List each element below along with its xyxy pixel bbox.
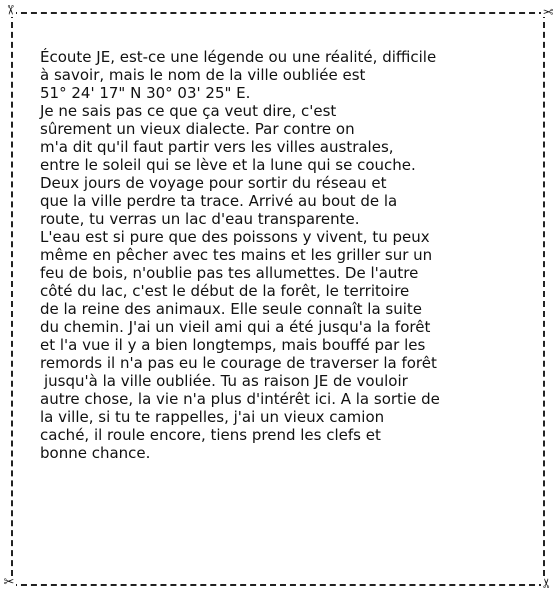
letter-line: m'a dit qu'il faut partir vers les villes australes, <box>40 138 394 156</box>
letter-line: du chemin. J'ai un vieil ami qui a été jusqu'a la forêt <box>40 318 431 336</box>
letter-line: entre le soleil qui se lève et la lune qui se couche. <box>40 156 416 174</box>
scissors-icon: ✂ <box>542 3 554 18</box>
letter-line: caché, il roule encore, tiens prend les clefs et <box>40 426 381 444</box>
scissors-icon: ✂ <box>3 575 15 590</box>
letter-line: 51° 24' 17" N 30° 03' 25" E. <box>40 84 251 102</box>
letter-line: de la reine des animaux. Elle seule connaît la suite <box>40 300 423 318</box>
letter-line: Deux jours de voyage pour sortir du réseau et <box>40 174 387 192</box>
letter-line: bonne chance. <box>40 444 151 462</box>
letter-line: à savoir, mais le nom de la ville oubliée est <box>40 66 366 84</box>
letter-line: L'eau est si pure que des poissons y vivent, tu peux <box>40 228 430 246</box>
letter-line: feu de bois, n'oublie pas tes allumettes. De l'autre <box>40 264 419 282</box>
letter-line: et l'a vue il y a bien longtemps, mais bouffé par les <box>40 336 426 354</box>
letter-line: la ville, si tu te rappelles, j'ai un vieux camion <box>40 408 385 426</box>
letter-line: côté du lac, c'est le début de la forêt, le territoire <box>40 282 410 300</box>
letter-line: jusqu'à la ville oubliée. Tu as raison JE de vouloir <box>44 372 408 390</box>
letter-line: remords il n'a pas eu le courage de traverser la forêt <box>40 354 437 372</box>
letter-line: sûrement un vieux dialecte. Par contre on <box>40 120 355 138</box>
letter-text <box>40 48 526 462</box>
letter-line: même en pêcher avec tes mains et les griller sur un <box>40 246 433 264</box>
scissors-icon: ✂ <box>2 4 17 16</box>
letter-line: Écoute JE, est-ce une légende ou une réalité, difficile <box>40 48 437 66</box>
letter-line: que la ville perdre ta trace. Arrivé au bout de la <box>40 192 398 210</box>
letter-line: Je ne sais pas ce que ça veut dire, c'est <box>40 102 337 120</box>
letter-line: autre chose, la vie n'a plus d'intérêt ici. A la sortie de <box>40 390 440 408</box>
scissors-icon: ✂ <box>540 577 555 589</box>
letter-line: route, tu verras un lac d'eau transparente. <box>40 210 360 228</box>
